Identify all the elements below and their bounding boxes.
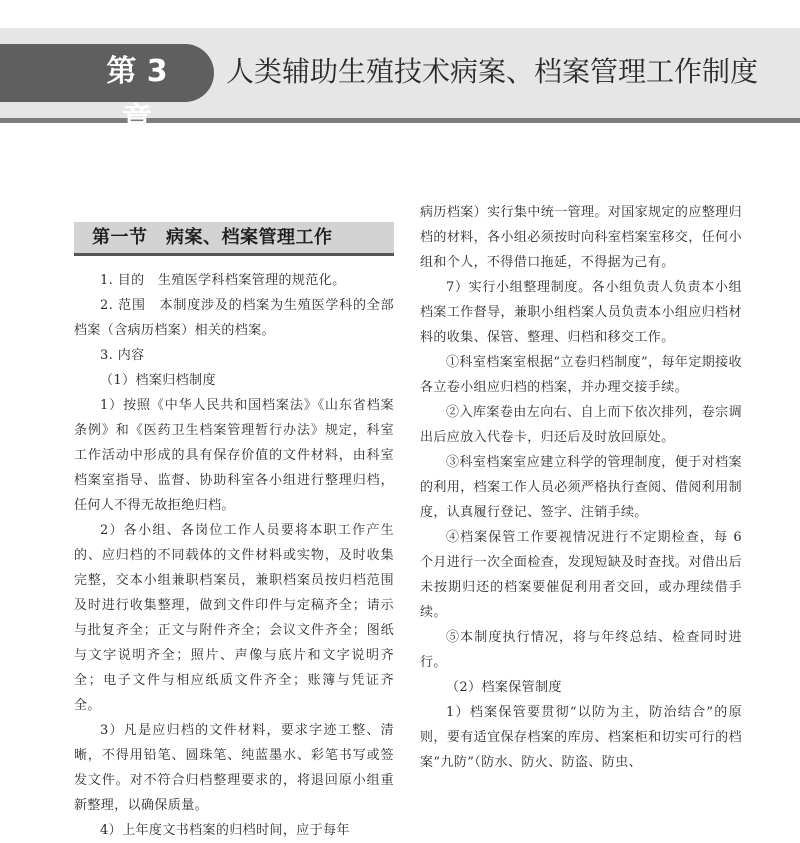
paragraph-scope: 2. 范围 本制度涉及的档案为生殖医学科的全部档案（含病历档案）相关的档案。 (74, 298, 394, 338)
chapter-header-rule (0, 118, 800, 123)
paragraph-circle-1: ①科室档案室根据“立卷归档制度”，每年定期接收各立卷小组应归档的档案，并办理交接手续。 (420, 355, 742, 395)
paragraph-item-3: 3）凡是应归档的文件材料，要求字迹工整、清晰，不得用铅笔、圆珠笔、纯蓝墨水、彩笔书写或签发文件。对不符合归档整理要求的，将退回原小组重新整理，以确保质量。 (74, 723, 394, 813)
subheading-storage-system: （2）档案保管制度 (446, 680, 562, 695)
paragraph-purpose: 1. 目的 生殖医学科档案管理的规范化。 (100, 273, 346, 288)
paragraph-circle-2: ②入库案卷由左向右、自上而下依次排列，卷宗调出后应放入代卷卡，归还后及时放回原处。 (420, 405, 742, 445)
paragraph-item-1: 1）按照《中华人民共和国档案法》《山东省档案条例》和《医药卫生档案管理暂行办法》规定，科室工作活动中形成的具有保存价值的文件材料，由科室档案室指导、监督、协助科室各小组进行整理归档，任何人不得无故拒绝归档。 (74, 398, 394, 513)
paragraph-circle-5: ⑤本制度执行情况，将与年终总结、检查同时进行。 (420, 630, 742, 670)
left-text-column (74, 268, 394, 843)
paragraph-continued: 病历档案）实行集中统一管理。对国家规定的应整理归档的材料，各小组必须按时向科室档案室移交，任何小组和个人，不得借口拖延，不得据为己有。 (420, 205, 742, 270)
chapter-title: 人类辅助生殖技术病案、档案管理工作制度 (226, 55, 759, 88)
section-heading: 第一节 病案、档案管理工作 (74, 222, 394, 256)
subheading-filing-system: （1）档案归档制度 (100, 373, 216, 388)
right-text-column (420, 200, 742, 775)
paragraph-item-4: 4）上年度文书档案的归档时间，应于每年 (100, 823, 350, 838)
paragraph-content-label: 3. 内容 (100, 348, 145, 363)
paragraph-circle-3: ③科室档案室应建立科学的管理制度，便于对档案的利用，档案工作人员必须严格执行查阅、借阅利用制度，认真履行登记、签字、注销手续。 (420, 455, 742, 520)
paragraph-item-2: 2）各小组、各岗位工作人员要将本职工作产生的、应归档的不同载体的文件材料或实物，及时收集完整，交本小组兼职档案员，兼职档案员按归档范围及时进行收集整理，做到文件印件与定稿齐全；请示与批复齐全；正文与附件齐全；会议文件齐全；图纸与文字说明齐全；照片、声像与底片和文字说明齐全；电子文件与相应纸质文件齐全；账簿与凭证齐全。 (74, 523, 394, 713)
paragraph-item-7: 7）实行小组整理制度。各小组负责人负责本小组档案工作督导，兼职小组档案人员负责本小组应归档材料的收集、保管、整理、归档和移交工作。 (420, 280, 742, 345)
paragraph-circle-4: ④档案保管工作要视情况进行不定期检查，每 6 个月进行一次全面检查，发现短缺及时查找。对借出后未按期归还的档案要催促利用者交回，或办理续借手续。 (420, 530, 742, 620)
chapter-number: 第 3 章 (106, 54, 168, 137)
paragraph-storage-item-1: 1）档案保管要贯彻“以防为主，防治结合”的原则，要有适宜保存档案的库房、档案柜和切实可行的档案“九防”（防水、防火、防盗、防虫、 (420, 705, 742, 770)
